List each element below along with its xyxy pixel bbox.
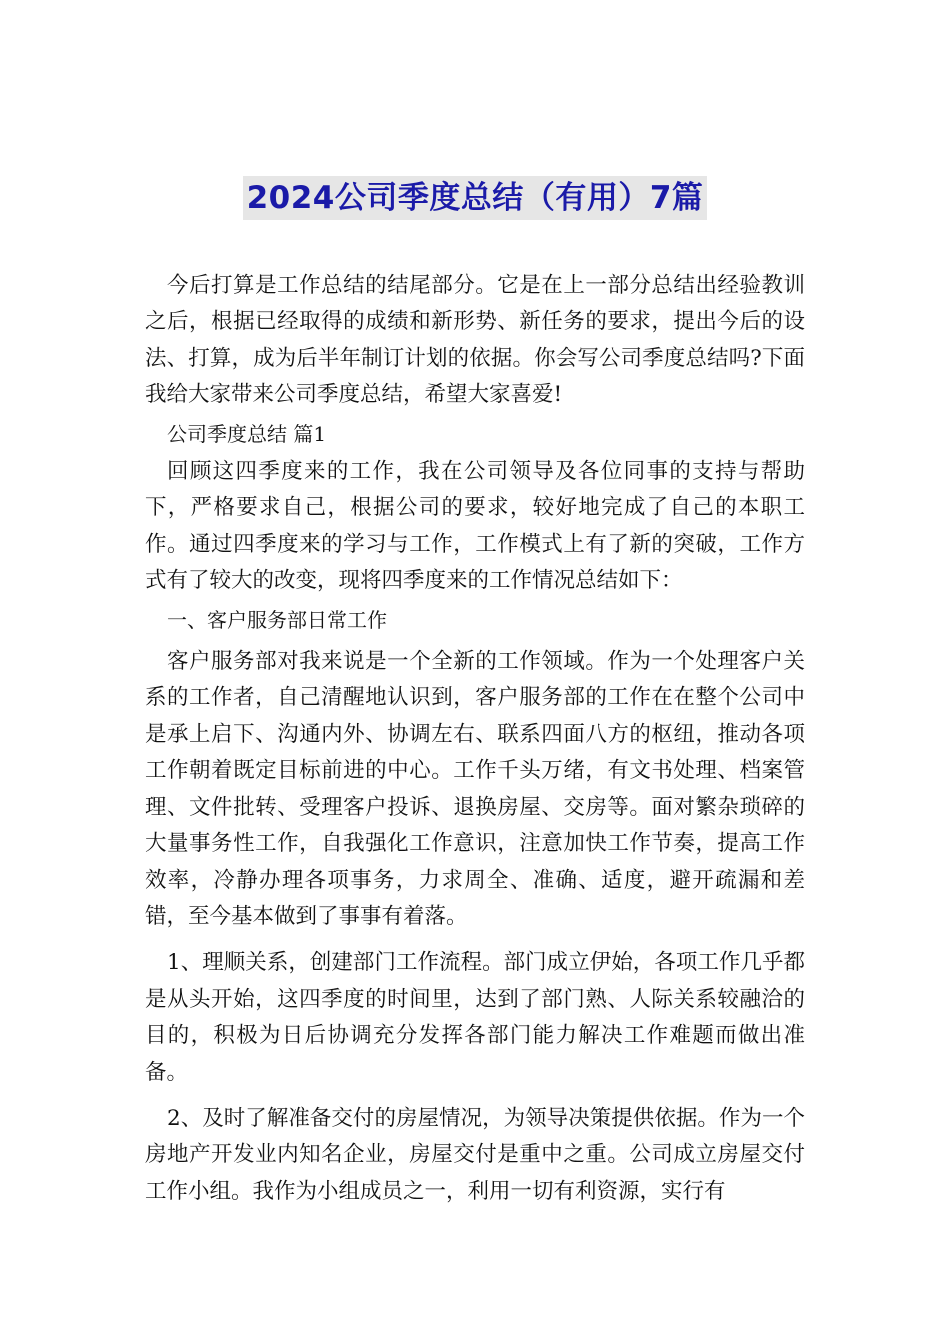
- title-container: [0, 176, 950, 220]
- document-title: 2024公司季度总结（有用）7篇: [243, 176, 708, 220]
- item-1-paragraph: 1、理顺关系，创建部门工作流程。部门成立伊始，各项工作几乎都是从头开始，这四季度的时间里，达到了部门熟、人际关系较融洽的目的，积极为日后协调充分发挥各部门能力解决工作难题而做出准备。: [145, 950, 805, 1085]
- customer-service-paragraph: 客户服务部对我来说是一个全新的工作领域。作为一个处理客户关系的工作者，自己清醒地认识到，客户服务部的工作在在整个公司中是承上启下、沟通内外、协调左右、联系四面八方的枢纽，推动各项工作朝着既定目标前进的中心。工作千头万绪，有文书处理、档案管理、文件批转、受理客户投诉、退换房屋、交房等。面对繁杂琐碎的大量事务性工作，自我强化工作意识，注意加快工作节奏，提高工作效率，冷静办理各项事务，力求周全、准确、适度，避开疏漏和差错，至今基本做到了事事有着落。: [145, 649, 805, 929]
- intro-paragraph: 今后打算是工作总结的结尾部分。它是在上一部分总结出经验教训之后，根据已经取得的成绩和新形势、新任务的要求，提出今后的设法、打算，成为后半年制订计划的依据。你会写公司季度总结吗?下面我给大家带来公司季度总结，希望大家喜爱!: [145, 273, 805, 408]
- document-body: [145, 268, 805, 1210]
- section-heading-part1: 公司季度总结 篇1: [167, 421, 327, 446]
- item-2-paragraph: 2、及时了解准备交付的房屋情况，为领导决策提供依据。作为一个房地产开发业内知名企业，房屋交付是重中之重。公司成立房屋交付工作小组。我作为小组成员之一，利用一切有利资源，实行有: [145, 1105, 805, 1204]
- review-paragraph: 回顾这四季度来的工作，我在公司领导及各位同事的支持与帮助下，严格要求自己，根据公司的要求，较好地完成了自己的本职工作。通过四季度来的学习与工作，工作模式上有了新的突破，工作方式有了较大的改变，现将四季度来的工作情况总结如下：: [145, 459, 805, 594]
- section-heading-customer-service: 一、客户服务部日常工作: [167, 607, 387, 632]
